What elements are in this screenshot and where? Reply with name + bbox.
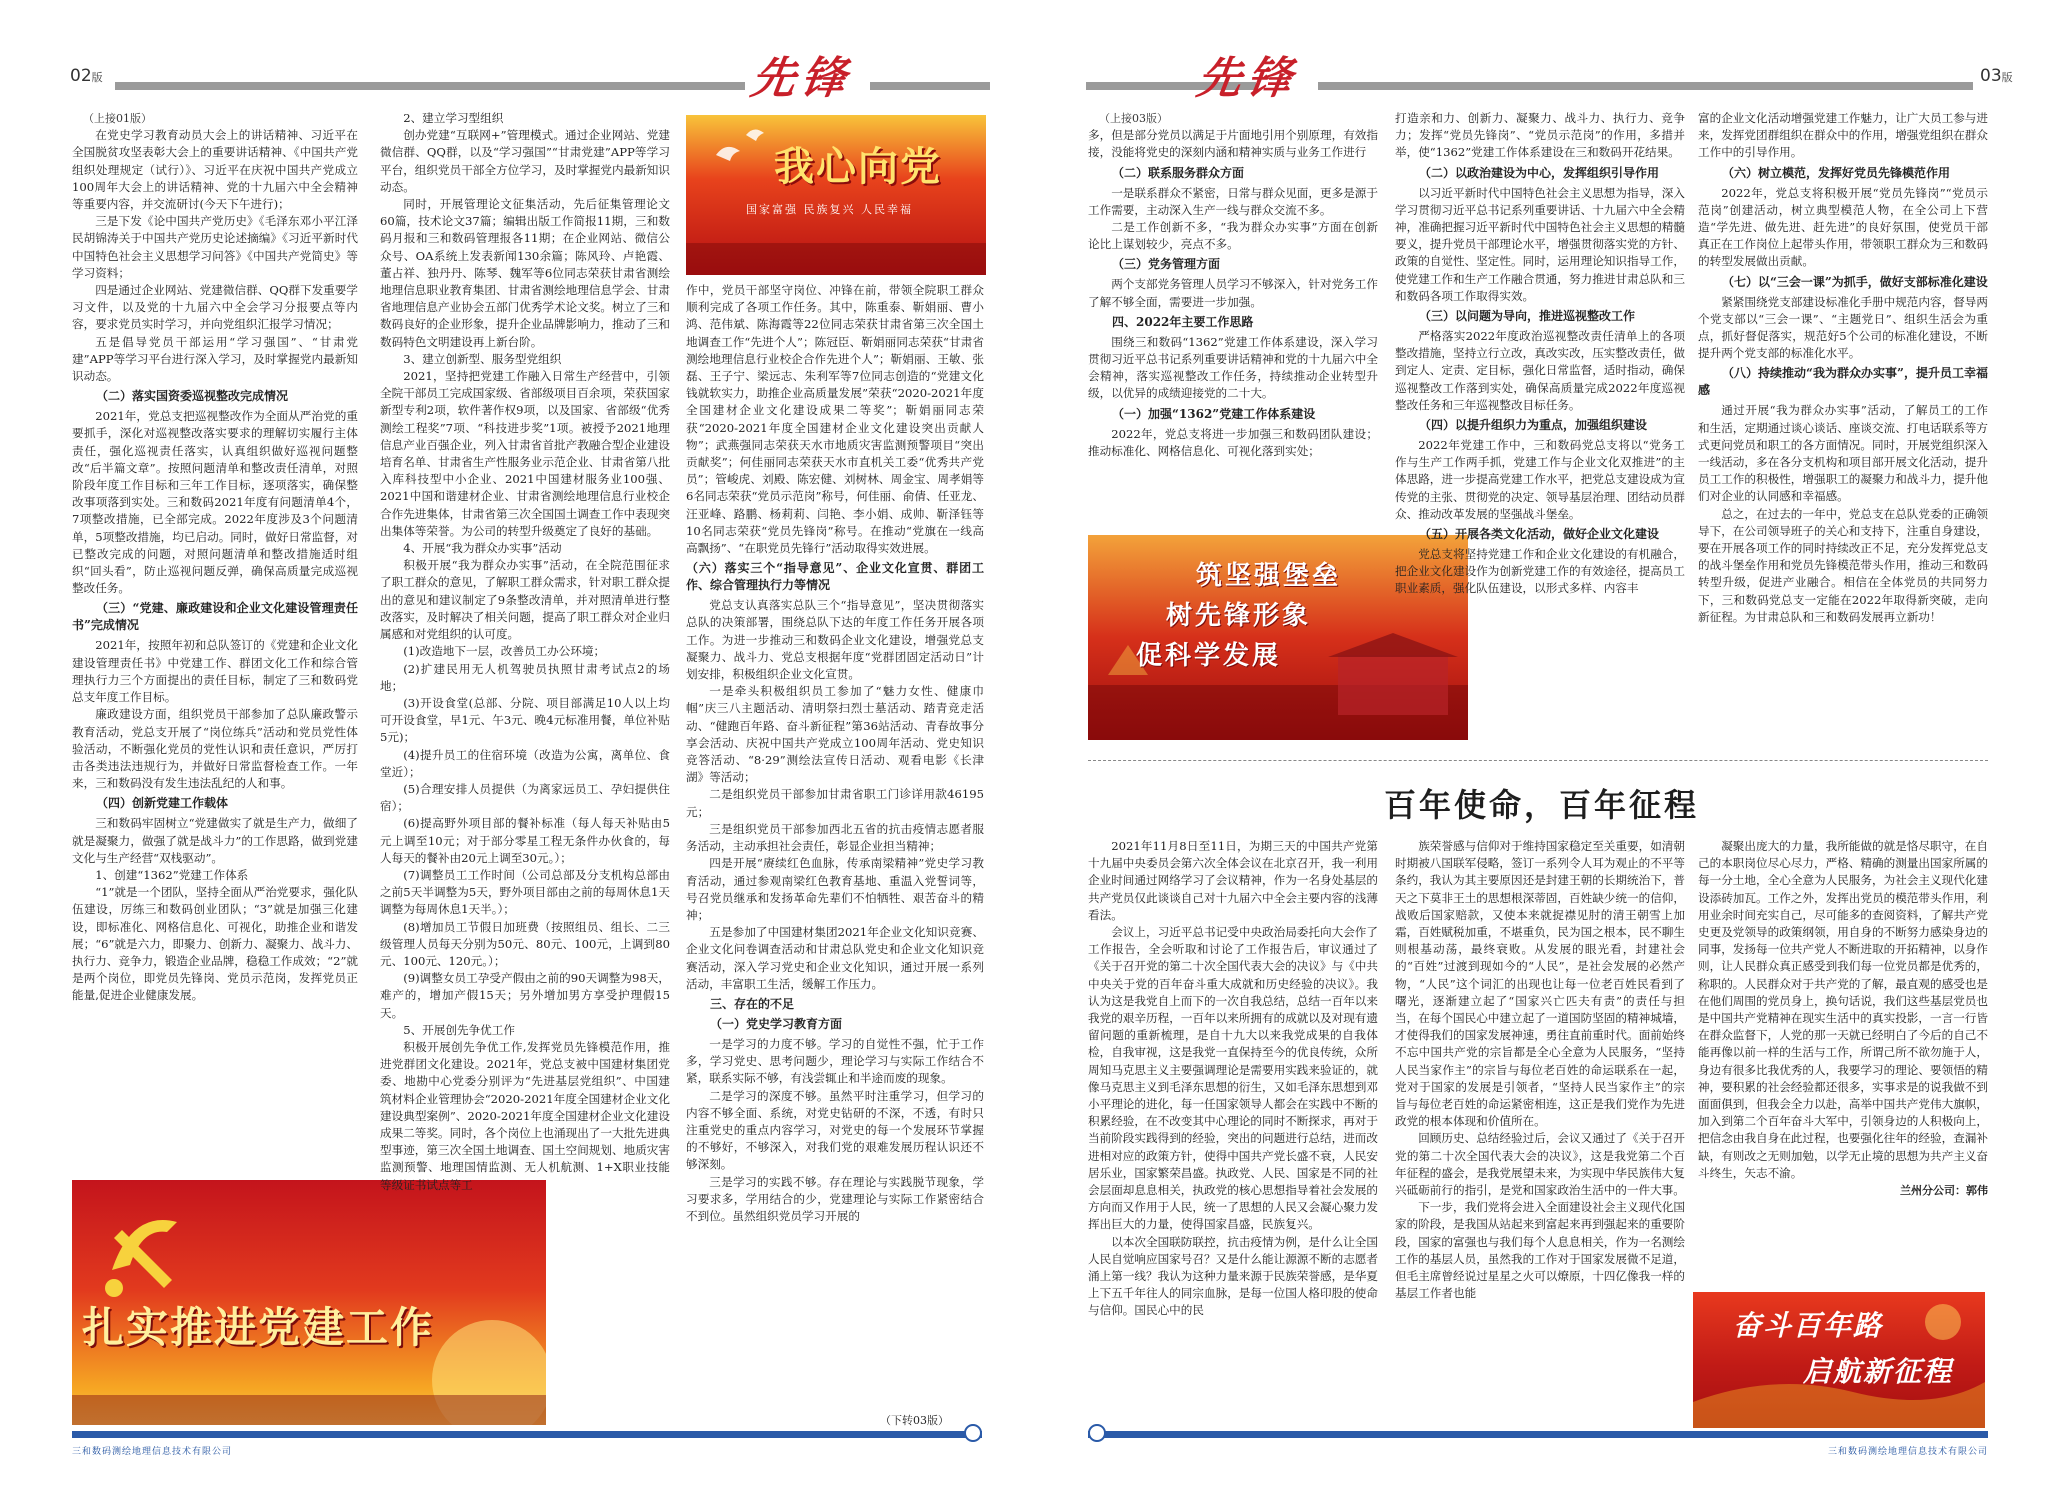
paragraph: 四是开展“赓续红色血脉，传承南梁精神”党史学习教育活动，通过参观南梁红色教育基地、重温入党誓词等，号召党员继承和发扬革命先辈们不怕牺牲、艰苦奋斗的精神； xyxy=(686,856,984,922)
paragraph: “1”就是一个团队，坚持全面从严治党要求，强化队伍建设，厉练三和数码创业团队；“3”就是加强三化建设，即标准化、网格信息化、可视化，助推企业和谐发展；“6”就是六力，即聚力、创新力、凝聚力、战斗力、执行力、竞争力，锻造企业品牌，稳稳工作成效；“2”就是两个岗位，即党员先锋岗、党员示范岗，发挥党员正能量,促进企业健康发展。 xyxy=(72,885,358,1003)
left-col-1 xyxy=(72,110,358,1175)
paragraph: 三和数码牢固树立“党建做实了就是生产力，做细了就是凝聚力，做强了就是战斗力”的工作思路，做到党建文化与生产经营“双栈驱动”。 xyxy=(72,816,358,865)
right-col-1 xyxy=(1088,110,1378,530)
article-col-3 xyxy=(1698,838,1988,1288)
footer-dot-icon xyxy=(1088,1424,1106,1442)
right-col-2 xyxy=(1395,110,1685,750)
continued-from: （上接03版） xyxy=(1099,112,1168,125)
paragraph: 二是工作创新不多，“我为群众办实事”方面在创新论比上谋划较少，亮点不多。 xyxy=(1088,220,1378,252)
paragraph: (5)合理安排人员提供（为离家远员工、孕妇提供住宿）； xyxy=(380,781,670,814)
article-col-1 xyxy=(1088,838,1378,1428)
author-signoff: 兰州分公司：郭伟 xyxy=(1900,1184,1988,1198)
page-number-right: 03版 xyxy=(1980,66,2013,86)
header-rule-right-2 xyxy=(1318,82,1973,90)
paragraph: (1)改造地下一层，改善员工办公环境； xyxy=(403,644,606,659)
paragraph: 围绕三和数码“1362”党建工作体系建设，深入学习贯彻习近平总书记系列重要讲话精神和党的十九届六中全会精神，落实巡视整改工作任务，持续推动企业转型升级，以优异的成绩迎接党的二十大。 xyxy=(1088,334,1378,401)
paragraph: 在党史学习教育动员大会上的讲话精神、习近平在全国脱贫攻坚表彰大会上的重要讲话精神、《中国共产党组织处理规定（试行）》、习近平在庆祝中国共产党成立100周年大会上的讲话精神、党的十九届六中全会精神等重要内容，并交流研讨(今天下午进行)； xyxy=(72,128,358,212)
section-heading: （三）“党建、廉政建设和企业文化建设管理责任书”完成情况 xyxy=(72,601,358,633)
section-heading: （六）树立模范，发挥好党员先锋模范作用 xyxy=(1722,165,1951,180)
section-heading: （八）持续推动“我为群众办实事”，提升员工幸福感 xyxy=(1698,366,1988,398)
paragraph: 族荣誉感与信仰对于维持国家稳定至关重要，如清朝时期被八国联军侵略，签订一系列令人耳为观止的不平等条约，我认为其主要原因还是封建王朝的长期统治下，普天之下莫非王土的思想根深蒂固，百姓缺少统一的信仰，战败后国家赔款，又使本来就捉襟见肘的清王朝雪上加霜，百姓赋税加重，不堪重负，民为国之根本，民不聊生则根基动荡，最终衰败。从发展的眼光看，封建社会的“百姓”过渡到现如今的“人民”，是社会发展的必然产物，“人民”这个词汇的出现也让每一位老百姓民看到了曙光，逐渐建立起了“国家兴亡匹夫有责”的责任与担当，在每个国民心中建立起了一道国防坚固的精神城墙，才使得我们的国家发展神速，勇往直前重时代。面前始终不忘中国共产党的宗旨都是全心全意为人民服务，“坚持人民当家作主”的宗旨与每位老百姓的命运联系在一起，党对于国家的发展是引领者，“坚持人民当家作主”的宗旨与每位老百姓的命运紧密相连，这正是我们党作为先进政党的根本体现和价值所在。 xyxy=(1395,839,1685,1129)
paragraph: 富的企业文化活动增强党建工作魅力，让广大员工参与进来，发挥党团群组织在群众中的作用，增强党组织在群众工作中的引导作用。 xyxy=(1698,111,1988,160)
paragraph: 三是学习的实践不够。存在理论与实践脱节现象，学习要求多，学用结合的少，党建理论与实际工作紧密结合不到位。虽然组织党员学习开展的 xyxy=(686,1174,984,1223)
paragraph: 打造亲和力、创新力、凝聚力、战斗力、执行力、竞争力；发挥“党员先锋岗”、“党员示范岗”的作用，多措并举，使“1362”党建工作体系建设在三和数码开花结果。 xyxy=(1395,111,1685,160)
section-heading: （一）加强“1362”党建工作体系建设 xyxy=(1112,406,1316,421)
footer-dot-icon xyxy=(964,1424,982,1442)
footer-rule-right xyxy=(1088,1431,1988,1438)
right-col-3 xyxy=(1698,110,1988,750)
article-title: 百年使命，百年征程 xyxy=(1384,786,1700,824)
paragraph: 积极开展创先争优工作,发挥党员先锋模范作用，推进党群团文化建设。2021年，党总支被中国建材集团党委、地勘中心党委分别评为“先进基层党组织”、中国建筑材料企业管理协会“2020-2021年度全国建材企业文化建设典型案例”、2020-2021年度全国建材企业文化建设成果二等奖。同时，各个岗位上也涌现出了一大批先进典型事迹，第三次全国土地调查、国土空间规划、地质灾害监测预警、地理国情监测、无人机航测、1+X职业技能等级证书试点等工 xyxy=(380,1039,670,1192)
paragraph: 下一步，我们党将会进入全面建设社会主义现代化国家的阶段，是我国从站起来到富起来再到强起来的重要阶段，国家的富强也与我们每个人息息相关，作为一名测绘工作的基层人员，虽然我的工作对于国家发展微不足道，但毛主席曾经说过星星之火可以燎原，十四亿像我一样的基层工作者也能 xyxy=(1395,1200,1685,1301)
section-divider xyxy=(1088,760,1988,761)
paragraph: 会议上，习近平总书记受中央政治局委托向大会作了工作报告，全会听取和讨论了工作报告后，审议通过了《关于召开党的第二十次全国代表大会的决议》与《中共中央关于党的百年奋斗重大成就和历史经验的决议》。我认为这是我党自上而下的一次自我总结，总结一百年以来我党的艰辛历程，一百年以来所拥有的成就以及对现有遗留问题的重新梳理，是自十九大以来我党成果的自我体检，自我审视，这是我党一直保持至今的优良传统，众所周知马克思主义主要强调理论是需要用实践来验证的，就像马克思主义到毛泽东思想的衍生，又如毛泽东思想到邓小平理论的进化，每一任国家领导人都会在实践中不断的积累经验，在不改变其中心理论的同时不断探求，再对于当前阶段实践得到的经验，突出的问题进行总结，进而改进相对应的政策方针，使得中国共产党长盛不衰，人民安居乐业，国家繁荣昌盛。执政党、人民、国家是不同的社会层面却息息相关，执政党的核心思想指导着社会发展的方向而又作用于人民，统一了思想的人民又会凝心聚力发挥出巨大的力量，使得国家昌盛，民族复兴。 xyxy=(1088,925,1378,1232)
paragraph: 以习近平新时代中国特色社会主义思想为指导，深入学习贯彻习近平总书记系列重要讲话、十九届六中全会精神，准确把握习近平新时代中国特色社会主义思想的精髓要义，提升党员干部理论水平，增强贯彻落实党的方针、政策的自觉性、坚定性。同时，运用理论知识指导工作，使党建工作和生产工作融合贯通，努力推进甘肃总队和三和数码各项工作取得实效。 xyxy=(1395,185,1685,303)
continued-from: （上接01版） xyxy=(83,112,152,125)
header-rule-left-2 xyxy=(870,82,990,90)
paragraph: 积极开展“我为群众办实事”活动，在全院范围征求了职工群众的意见，了解职工群众需求，针对职工群众提出的意见和建议制定了9条整改清单，并对照清单进行整改落实，及时解决了相关问题，提高了职工群众对企业归属感和对党组织的认可度。 xyxy=(380,558,670,642)
paragraph: (7)调整员工工作时间（公司总部及分支机构总部由之前5天半调整为5天，野外项目部由之前的每周休息1天调整为每周休息1天半。）； xyxy=(380,867,670,917)
paragraph: 2022年，党总支将进一步加强三和数码团队建设；推动标准化、网格信息化、可视化落到实处； xyxy=(1088,426,1378,458)
paragraph: 二是学习的深度不够。虽然平时注重学习，但学习的内容不够全面、系统，对党史钻研的不深，不透，有时只注重党史的重点内容学习，对党史的每一个发展环节掌握的不够好，不够深入，对我们党的艰难发展历程认识还不够深刻。 xyxy=(686,1088,984,1172)
paragraph: 党总支将坚持党建工作和企业文化建设的有机融合，把企业文化建设作为创新党建工作的有效途径，提高员工职业素质，强化队伍建设，以形式多样、内容丰 xyxy=(1395,547,1685,596)
paragraph: 五是参加了中国建材集团2021年企业文化知识竞赛、企业文化问卷调查活动和甘肃总队党史和企业文化知识竞赛活动，深入学习党史和企业文化知识，通过开展一系列活动，丰富职工生活，缓解工作压力。 xyxy=(686,925,984,991)
paragraph: 一是联系群众不紧密，日常与群众见面，更多是源于工作需要，主动深入生产一线与群众交流不多。 xyxy=(1088,185,1378,217)
left-page xyxy=(0,0,1010,1504)
section-heading: （三）以问题为导向，推进巡视整改工作 xyxy=(1419,309,1636,324)
banner-century-journey xyxy=(1693,1292,1985,1428)
paragraph: 两个支部党务管理人员学习不够深入，针对党务工作了解不够全面，需要进一步加强。 xyxy=(1088,277,1378,309)
paragraph: 同时，开展管理论文征集活动，先后征集管理论文60篇，技术论文37篇；编辑出版工作简报11期，三和数码月报和三和数码管理报各11期；在企业网站、微信公众号、OA系统上发表新闻130余篇；陈风玲、卢艳霞、董占祥、独丹丹、陈琴、魏军等6位同志荣获甘肃省测绘地理信息职业教育集团、甘肃省测绘地理信息学会、甘肃省地理信息产业协会五部门优秀学术论文奖。树立了三和数码良好的企业形象，提升企业品牌影响力，推动了三和数码特色文明建设再上新台阶。 xyxy=(380,197,670,349)
banner-century-line2: 启航新征程 xyxy=(1803,1355,1954,1388)
section-heading: （二）联系服务群众方面 xyxy=(1112,165,1245,180)
paragraph: 作中，党员干部坚守岗位、冲锋在前，带领全院职工群众顺利完成了各项工作任务。其中，陈重泰、靳娟丽、曹小鸿、范伟斌、陈海霞等22位同志荣获甘肃省第三次全国土地调查工作“先进个人”；陈冠臣、靳娟丽同志荣获“甘肃省测绘地理信息行业校企合作先进个人”；靳娟丽、王敏、张磊、王子宁、梁远志、朱利军等7位同志创造的“党建文化钱就软实力，助推企业高质量发展”荣获“2020-2021年度全国建材企业文化建设成果二等奖”；靳娟丽同志荣获“2020-2021年度全国建材企业文化建设突出贡献人物”；武燕强同志荣获天水市地质灾害监测预警项目“突出贡献奖”；何佳丽同志荣获天水市直机关工委“优秀共产党员”；管峻虎、刘殿、陈宏健、刘树林、周金宝、周孝娟等6名同志荣获“党员示范岗”称号，何佳丽、俞倩、任亚龙、汪亚峰、路鹏、杨莉莉、闫艳、李小娟、成帅、靳泽钰等10名同志荣获“党员先锋岗”称号。在推动“党旗在一线高高飘扬”、“在职党员先锋行”活动取得实效进展。 xyxy=(686,283,984,556)
paragraph: 一是牵头积极组织员工参加了“魅力女性、健康巾帼”庆三八主题活动、清明祭扫烈士墓活动、踏青竞走活动、“健跑百年路、奋斗新征程”第36站活动、青春故事分享会活动、庆祝中国共产党成立100周年活动、党史知识竞答活动、“8·29”测绘法宣传日活动、观看电影《长津湖》等活动； xyxy=(686,684,984,785)
header-rule-left xyxy=(115,82,745,90)
paragraph: 三是下发《论中国共产党历史》《毛泽东邓小平江泽民胡锦涛关于中国共产党历史论述摘编》《习近平新时代中国特色社会主义思想学习问答》《中国共产党简史》等学习资料； xyxy=(72,214,358,280)
section-heading: （五）开展各类文化活动，做好企业文化建设 xyxy=(1419,527,1660,542)
section-heading: （四）以提升组织力为重点，加强组织建设 xyxy=(1419,418,1648,433)
paragraph: 5、开展创先争优工作 xyxy=(403,1022,515,1037)
banner-heart-subtitle: 国家富强 民族复兴 人民幸福 xyxy=(746,203,913,216)
paragraph: 2021年，党总支把巡视整改作为全面从严治党的重要抓手，深化对巡视整改落实要求的理解切实履行主体责任，强化巡视责任落实，认真组织做好巡视问题整改“后半篇文章”。按照问题清单和整改责任清单，对照阶段年度工作目标和三年工作目标，逐项落实，确保整改事项落到实处。三和数码2021年度有问题清单4个，7项整改措施，已全部完成。2022年度涉及3个问题清单，5项整改措施，均已启动。同时，做好日常监督，对已整改完成的问题，对照问题清单和整改措施适时组织“回头看”，防止巡视问题反弹，确保高质量完成巡视整改任务。 xyxy=(72,409,358,596)
footer-company-right: 三和数码测绘地理信息技术有限公司 xyxy=(1828,1447,1989,1457)
left-col-2 xyxy=(380,110,670,1428)
paragraph: 以本次全国联防联控，抗击疫情为例，是什么让全国人民自觉响应国家号召？又是什么能让源源不断的志愿者涌上第一线？我认为这种力量来源于民族荣誉感，是华夏上下五千年往人的同宗血脉，是每一位国人格印股的使命与信仰。国民心中的民 xyxy=(1088,1234,1378,1318)
paragraph: (8)增加员工节假日加班费（按照组员、组长、二三级管理人员每天分别为50元、80元、100元，上调到80元、100元、120元。）； xyxy=(380,919,670,968)
section-heading: （二）以政治建设为中心，发挥组织引导作用 xyxy=(1419,165,1660,180)
paragraph: 二是组织党员干部参加甘肃省职工门诊详用款46195元； xyxy=(686,787,984,819)
left-col-3 xyxy=(686,282,984,1430)
paragraph: 4、开展“我为群众办实事”活动 xyxy=(403,541,562,556)
paragraph: 三是组织党员干部参加西北五省的抗击疫情志愿者服务活动，主动承担社会责任，彰显企业担当精神； xyxy=(686,821,984,854)
masthead-left: 先锋 xyxy=(747,53,855,104)
paragraph: 紧紧围绕党支部建设标准化手册中规范内容，督导两个党支部以“三会一课”、“主题党日”、组织生活会为重点，抓好督促落实，规范好5个公司的标准化建设，不断提升两个党支部的标准化水平。 xyxy=(1698,294,1988,361)
paragraph: 多，但是部分党员以满足于片面地引用个别原理，有效指接，没能将党史的深刻内涵和精神实质与业务工作进行 xyxy=(1088,128,1378,160)
paragraph: 一是学习的力度不够。学习的自觉性不强，忙于工作多，学习党史、思考问题少，理论学习与实际工作结合不紧，联系实际不够，有浅尝辄止和半途而废的现象。 xyxy=(686,1036,984,1086)
paragraph: 凝聚出庞大的力量，我所能做的就是恪尽职守，在自己的本职岗位尽心尽力，严格、精确的测量出国家所属的每一分土地，全心全意为人民服务，为社会主义现代化建设添砖加瓦。工作之外，发挥出党员的模范带头作用，利用业余时间充实自己，尽可能多的查阅资料，了解共产党史更及党领导的政策纲领，用自身的不断努力感染身边的同事，发扬每一位共产党人不断进取的开拓精神，以身作则，让人民群众真正感受到我们每一位党员都是优秀的，称职的。人民群众对于共产党的了解，最直观的感受也是在他们周围的党员身上，换句话说，我们这些基层党员也是中国共产党精神在现实生活中的真实投影，一言一行皆在群众监督下，人党的那一天就已经明白了今后的自己不能再像以前一样的生活与工作，所谓己所不欲勿施于人，身边有很多比我优秀的人，我要学习的理论、要领悟的精神，要积累的社会经验都还很多，实事求是的说我做不到面面俱到，但我会全力以赴，高举中国共产党伟大旗帜，加入到第二个百年奋斗大军中，引领身边的人积极向上，把信念由我自身在此过程，也要强化往年的经验，查漏补缺，有则改之无则加勉，以学无止境的思想为共产主义奋斗终生，矢志不渝。 xyxy=(1698,839,1988,1180)
paragraph: 2022年党建工作中，三和数码党总支将以“党务工作与生产工作两手抓，党建工作与企业文化双推进”的主体思路，进一步提高党建工作水平，把党总支建设成为宣传党的主张、贯彻党的决定、领导基层治理、团结动员群众、推动改革发展的坚强战斗堡垒。 xyxy=(1395,438,1685,521)
footer-rule-left xyxy=(72,1431,982,1438)
banner-heart-to-party xyxy=(686,115,986,275)
banner-heart-text: 我心向党 xyxy=(774,143,942,190)
paragraph: (3)开设食堂(总部、分院、项目部满足10人以上均可开设食堂，早1元、午3元、晚4元标准用餐，单位补贴5元)； xyxy=(380,695,670,745)
paragraph: 总之，在过去的一年中，党总支在总队党委的正确领导下，在公司领导班子的关心和支持下，注重自身建设，要在开展各项工作的同时持续改正不足，充分发挥党总支的战斗堡垒作用和党员先锋模范带头作用，推动三和数码转型升级，促进产业融合。相信在全体党员的共同努力下，三和数码党总支一定能在2022年取得新突破，走向新征程。为甘肃总队和三和数码发展再立新功！ xyxy=(1698,506,1988,624)
article-col-2 xyxy=(1395,838,1685,1428)
paragraph: 2021，坚持把党建工作融入日常生产经营中，引领全院干部员工完成国家级、省部级项目百余项，荣获国家新型专利2项，软件著作权9项，以及国家、省部级“优秀测绘工程奖”7项、“科技进步奖”1项。被授予2021地理信息产业百强企业，列入甘肃省首批产教融合型企业建设培育名单、甘肃省生产性服务业示范企业、甘肃省第八批入库科技型中小企业、2021中国建材服务业100强、2021中国和谐建材企业、甘肃省测绘地理信息行业校企合作先进集体，甘肃省第三次全国国土调查工作中表现突出集体等荣誉。为公司的转型升级奠定了良好的基础。 xyxy=(380,369,670,538)
paragraph: 2、建立学习型组织 xyxy=(403,111,504,125)
paragraph: 廉政建设方面，组织党员干部参加了总队廉政警示教育活动，党总支开展了“岗位练兵”活动和党员党性体验活动，不断强化党员的党性认识和责任意识，严厉打击各类违法违规行为，并做好日常监督检查工作。一年来，三和数码没有发生违法乱纪的人和事。 xyxy=(72,707,358,791)
paragraph: (2)扩建民用无人机驾驶员执照甘肃考试点2的场地； xyxy=(380,661,670,693)
paragraph: 四是通过企业网站、党建微信群、QQ群下发重要学习文件，以及党的十九届六中全会学习分报要点等内容，要求党员实时学习，并向党组织汇报学习情况； xyxy=(72,283,358,332)
continued-to: （下转03版） xyxy=(880,1414,949,1427)
section-heading: （七）以“三会一课”为抓手，做好支部标准化建设 xyxy=(1722,274,1988,289)
paragraph: 2022年，党总支将积极开展“党员先锋岗”“党员示范岗”创建活动，树立典型模范人物，在全公司上下营造“学先进、做先进、赶先进”的良好氛围，使党员干部真正在工作岗位上起带头作用，带领职工群众为三和数码的转型发展做出贡献。 xyxy=(1698,185,1988,269)
banner-fortress-line3: 促科学发展 xyxy=(1136,641,1282,671)
paragraph: 五是倡导党员干部运用“学习强国”、“甘肃党建”APP等学习平台进行深入学习，及时掌握党内最新知识动态。 xyxy=(72,334,358,384)
masthead-right: 先锋 xyxy=(1193,53,1301,104)
paragraph: 3、建立创新型、服务型党组织 xyxy=(403,351,562,366)
banner-party-work-text: 扎实推进党建工作 xyxy=(82,1303,435,1352)
paragraph: (9)调整女员工孕受产假由之前的90天调整为98天，难产的，增加产假15天；另外增加男方享受护理假15天。 xyxy=(380,971,670,1020)
banner-fortress-line2: 树先锋形象 xyxy=(1166,601,1312,631)
page-number-left: 02版 xyxy=(70,66,103,86)
right-page xyxy=(1068,0,2048,1504)
banner-fortress-line1: 筑坚强堡垒 xyxy=(1196,561,1342,591)
paragraph: (6)提高野外项目部的餐补标准（每人每天补贴由5元上调至10元；对于部分零星工程无条件办伙食的，每人每天的餐补由20元上调至30元。）； xyxy=(380,816,670,865)
paragraph: 2021年11月8日至11日，为期三天的中国共产党第十九届中央委员会第六次全体会议在北京召开，我一利用企业时间通过网络学习了会议精神，作为一名身处基层的共产党员仅此谈谈自己对十九届六中全会主要内容的浅薄看法。 xyxy=(1088,839,1378,922)
section-heading: 三、存在的不足 xyxy=(710,996,795,1011)
section-heading: （四）创新党建工作载体 xyxy=(96,796,229,811)
section-heading: 四、2022年主要工作思路 xyxy=(1112,314,1254,329)
paragraph: 1、创建“1362”党建工作体系 xyxy=(95,867,249,882)
section-heading: （三）党务管理方面 xyxy=(1112,257,1221,272)
banner-century-line1: 奋斗百年路 xyxy=(1733,1309,1884,1342)
paragraph: 回顾历史、总结经验过后，会议又通过了《关于召开党的第二十次全国代表大会的决议》，这是我党第二个百年征程的盛会，是我党展望未来，为实现中华民族伟大复兴砥砺前行的指引，是党和国家政治生活中的一件大事。 xyxy=(1395,1131,1685,1198)
paragraph: 严格落实2022年度政治巡视整改责任清单上的各项整改措施，坚持立行立改，真改实改，压实整改责任，做到定人、定责、定目标，强化日常监督，适时指动，确保巡视整改工作落到实处，确保高质量完成2022年度巡视整改任务和三年巡视整改目标任务。 xyxy=(1395,329,1685,412)
paragraph: 通过开展“我为群众办实事”活动，了解员工的工作和生活，定期通过谈心谈话、座谈交流、打电话联系等方式更问党员和职工的各方面情况。同时，开展党组织深入一线活动，多在各分支机构和项目部开展文化活动，提升员工工作的积极性，增强职工的凝聚力和战斗力，提升他们对企业的认同感和幸福感。 xyxy=(1698,403,1988,504)
paragraph: 创办党建“互联网+”管理模式。通过企业网站、党建微信群、QQ群，以及“学习强国”“甘肃党建”APP等学习平台，组织党员干部全方位学习，及时掌握党内最新知识动态。 xyxy=(380,128,670,194)
section-heading: （六）落实三个“指导意见”、企业文化宣贯、群团工作、综合管理执行力等情况 xyxy=(686,561,984,593)
paragraph: (4)提升员工的住宿环境（改造为公寓，离单位、食堂近）； xyxy=(380,747,670,779)
paragraph: 2021年，按照年初和总队签订的《党建和企业文化建设管理责任书》中党建工作、群团文化工作和综合管理执行力三个方面提出的责任目标，制定了三和数码党总支年度工作目标。 xyxy=(72,638,358,705)
section-heading: （一）党史学习教育方面 xyxy=(710,1016,843,1031)
paragraph: 党总支认真落实总队三个“指导意见”，坚决贯彻落实总队的决策部署，围绕总队下达的年度工作任务开展各项工作。为进一步推动三和数码企业文化建设，增强党总支凝聚力、战斗力、党总支根据年度“党群团固定活动日”计划安排，积极组织企业文化宣贯。 xyxy=(686,598,984,682)
section-heading: （二）落实国资委巡视整改完成情况 xyxy=(96,389,289,404)
footer-company-left: 三和数码测绘地理信息技术有限公司 xyxy=(72,1447,233,1457)
